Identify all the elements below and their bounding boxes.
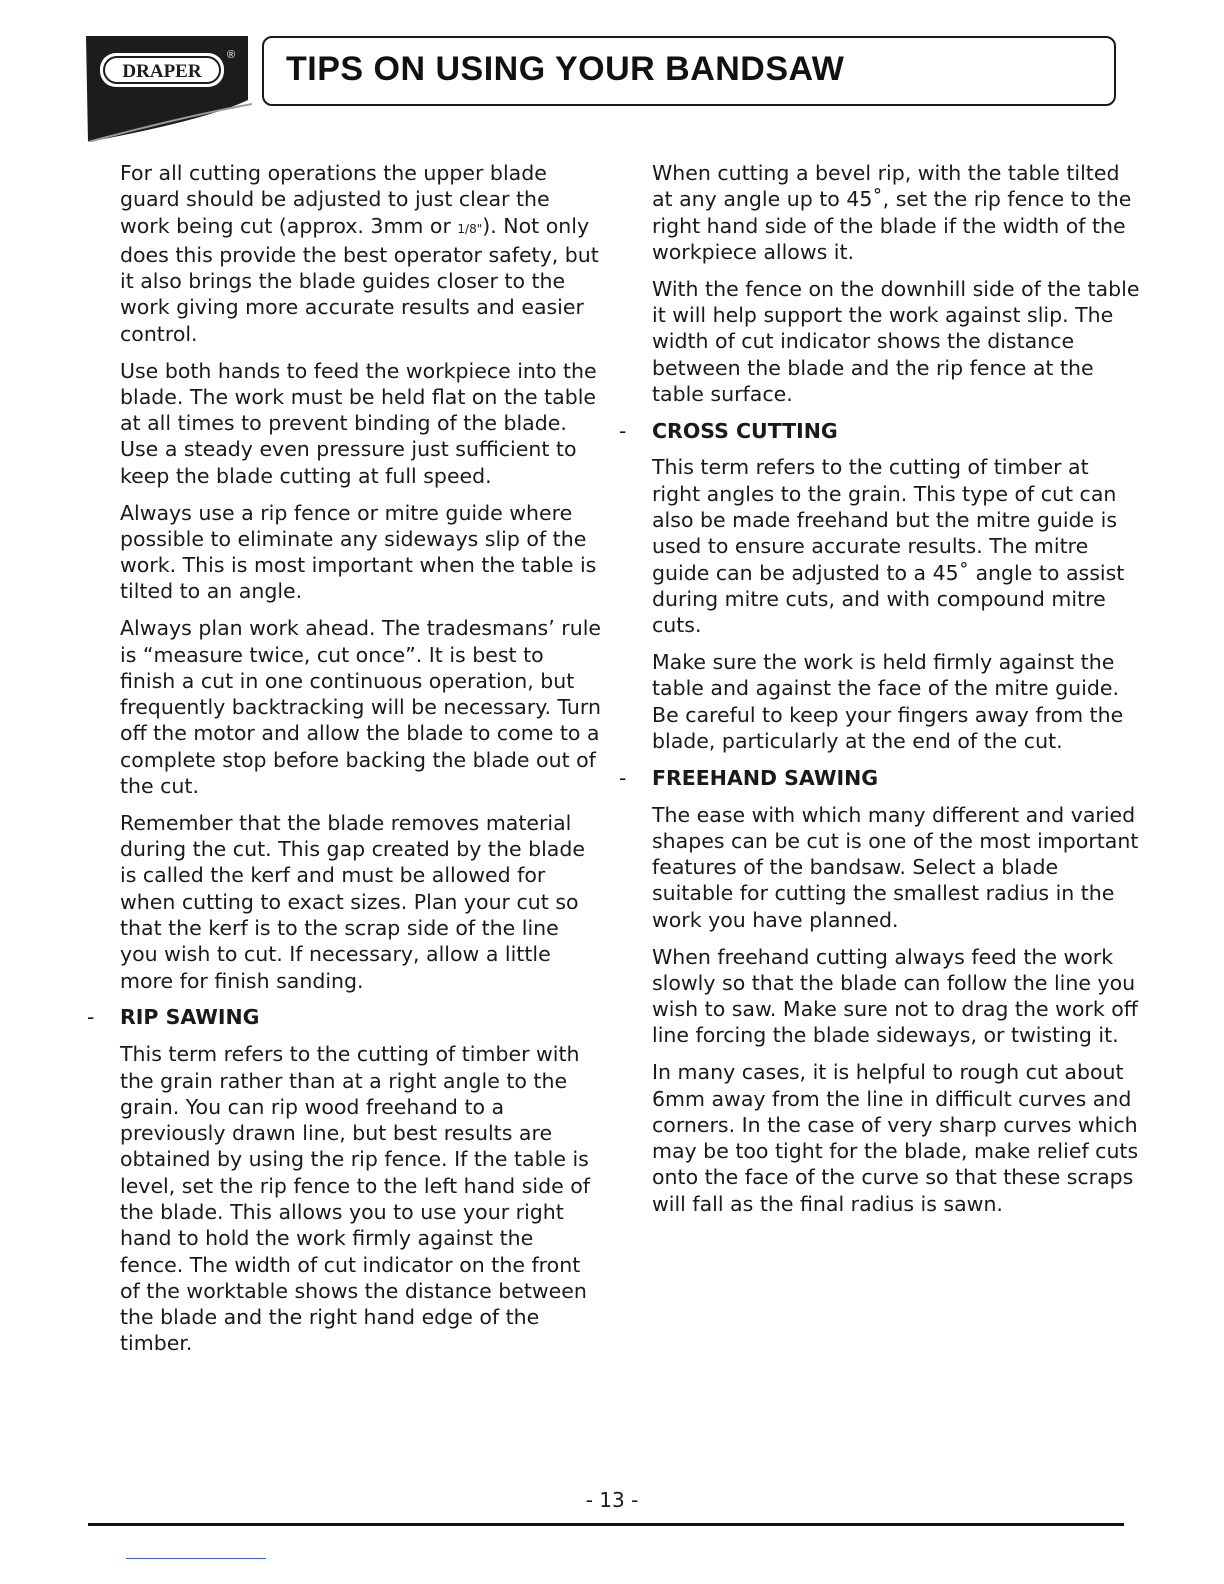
paragraph-downhill-fence: With the fence on the downhill side of the table it will help support the work against slip. The width of cut indicator shows the distance between the blade and the rip fence at the table surface. bbox=[652, 276, 1140, 406]
draper-logo bbox=[86, 36, 252, 142]
heading-cross-cutting: - CROSS CUTTING bbox=[619, 418, 838, 443]
heading-dash: - bbox=[619, 418, 627, 443]
page-number: - 13 - bbox=[585, 1488, 639, 1512]
paragraph-both-hands: Use both hands to feed the workpiece into the blade. The work must be held flat on the table at all times to prevent binding of the blade. Use a steady even pressure just sufficient to keep the blade cutting at full speed. bbox=[120, 358, 597, 488]
paragraph-blade-guard: For all cutting operations the upper blade guard should be adjusted to just clear the work being cut (approx. 3mm or 1/8"). Not only does this provide the best operator safety, but it also brings the blade guides closer to the work giving more accurate results and easier control. bbox=[120, 161, 599, 346]
registered-mark: ® bbox=[227, 49, 236, 61]
heading-dash: - bbox=[87, 1005, 95, 1030]
paragraph-bevel-rip: When cutting a bevel rip, with the table tilted at any angle up to 45˚, set the rip fence to the right hand side of the blade if the width of the workpiece allows it. bbox=[652, 161, 1132, 264]
right-column bbox=[619, 160, 1142, 1227]
paragraph-hold-firmly: Make sure the work is held firmly against the table and against the face of the mitre guide. Be careful to keep your fingers away from the blade, particularly at the end of the cut. bbox=[652, 650, 1124, 753]
left-column bbox=[87, 160, 602, 1367]
heading-rip-sawing: - RIP SAWING bbox=[87, 1005, 260, 1030]
fraction-eighth-inch: 1/8" bbox=[457, 221, 483, 236]
link-underline bbox=[126, 1558, 266, 1559]
paragraph-rip-fence: Always use a rip fence or mitre guide where possible to eliminate any sideways slip of the work. This is most important when the table is tilted to an angle. bbox=[120, 500, 597, 604]
paragraph-freehand-feed: When freehand cutting always feed the work slowly so that the blade can follow the line you wish to saw. Make sure not to drag the work off line forcing the blade sideways, or twisting it. bbox=[652, 944, 1138, 1048]
page-header bbox=[86, 36, 1122, 144]
paragraph-freehand-shapes: The ease with which many different and varied shapes can be cut is one of the most important features of the bandsaw. Select a blade suitable for cutting the smallest radius in the work you have planned. bbox=[652, 802, 1139, 932]
paragraph-rough-cut: In many cases, it is helpful to rough cut about 6mm away from the line in difficult curves and corners. In the case of very sharp curves which may be too tight for the blade, make relief cuts onto the face of the curve so that these scraps will fall as the final radius is sawn. bbox=[652, 1060, 1139, 1216]
paragraph-plan-work: Always plan work ahead. The tradesmans’ rule is “measure twice, cut once”. It is best to finish a cut in one continuous operation, but frequently backtracking will be necessary. Turn off the motor and allow the blade to come to a complete stop before backing the blade out of the cut. bbox=[120, 616, 601, 799]
title-box bbox=[262, 36, 1116, 106]
paragraph-kerf: Remember that the blade removes material during the cut. This gap created by the blade is called the kerf and must be allowed for when cutting to exact sizes. Plan your cut so that the kerf is to the scrap side of the line you wish to cut. If necessary, allow a little more for finish sanding. bbox=[120, 810, 585, 993]
page-title: TIPS ON USING YOUR BANDSAW bbox=[286, 50, 845, 88]
paragraph-cross-cutting: This term refers to the cutting of timber at right angles to the grain. This type of cut can also be made freehand but the mitre guide is used to ensure accurate results. The mitre guide can be adjusted to a 45˚ angle to assist during mitre cuts, and with compound mitre cuts. bbox=[652, 455, 1125, 638]
heading-dash: - bbox=[619, 765, 627, 790]
paragraph-rip-sawing: This term refers to the cutting of timber with the grain rather than at a right angle to the grain. You can rip wood freehand to a previously drawn line, but best results are obtained by using the rip fence. If the table is level, set the rip fence to the left hand side of the blade. This allows you to use your right hand to hold the work firmly against the fence. The width of cut indicator on the front of the worktable shows the distance between the blade and the right hand edge of the timber. bbox=[120, 1042, 590, 1356]
footer-rule bbox=[88, 1523, 1124, 1526]
heading-freehand-sawing: - FREEHAND SAWING bbox=[619, 765, 879, 790]
logo-wordmark: DRAPER bbox=[122, 61, 202, 82]
